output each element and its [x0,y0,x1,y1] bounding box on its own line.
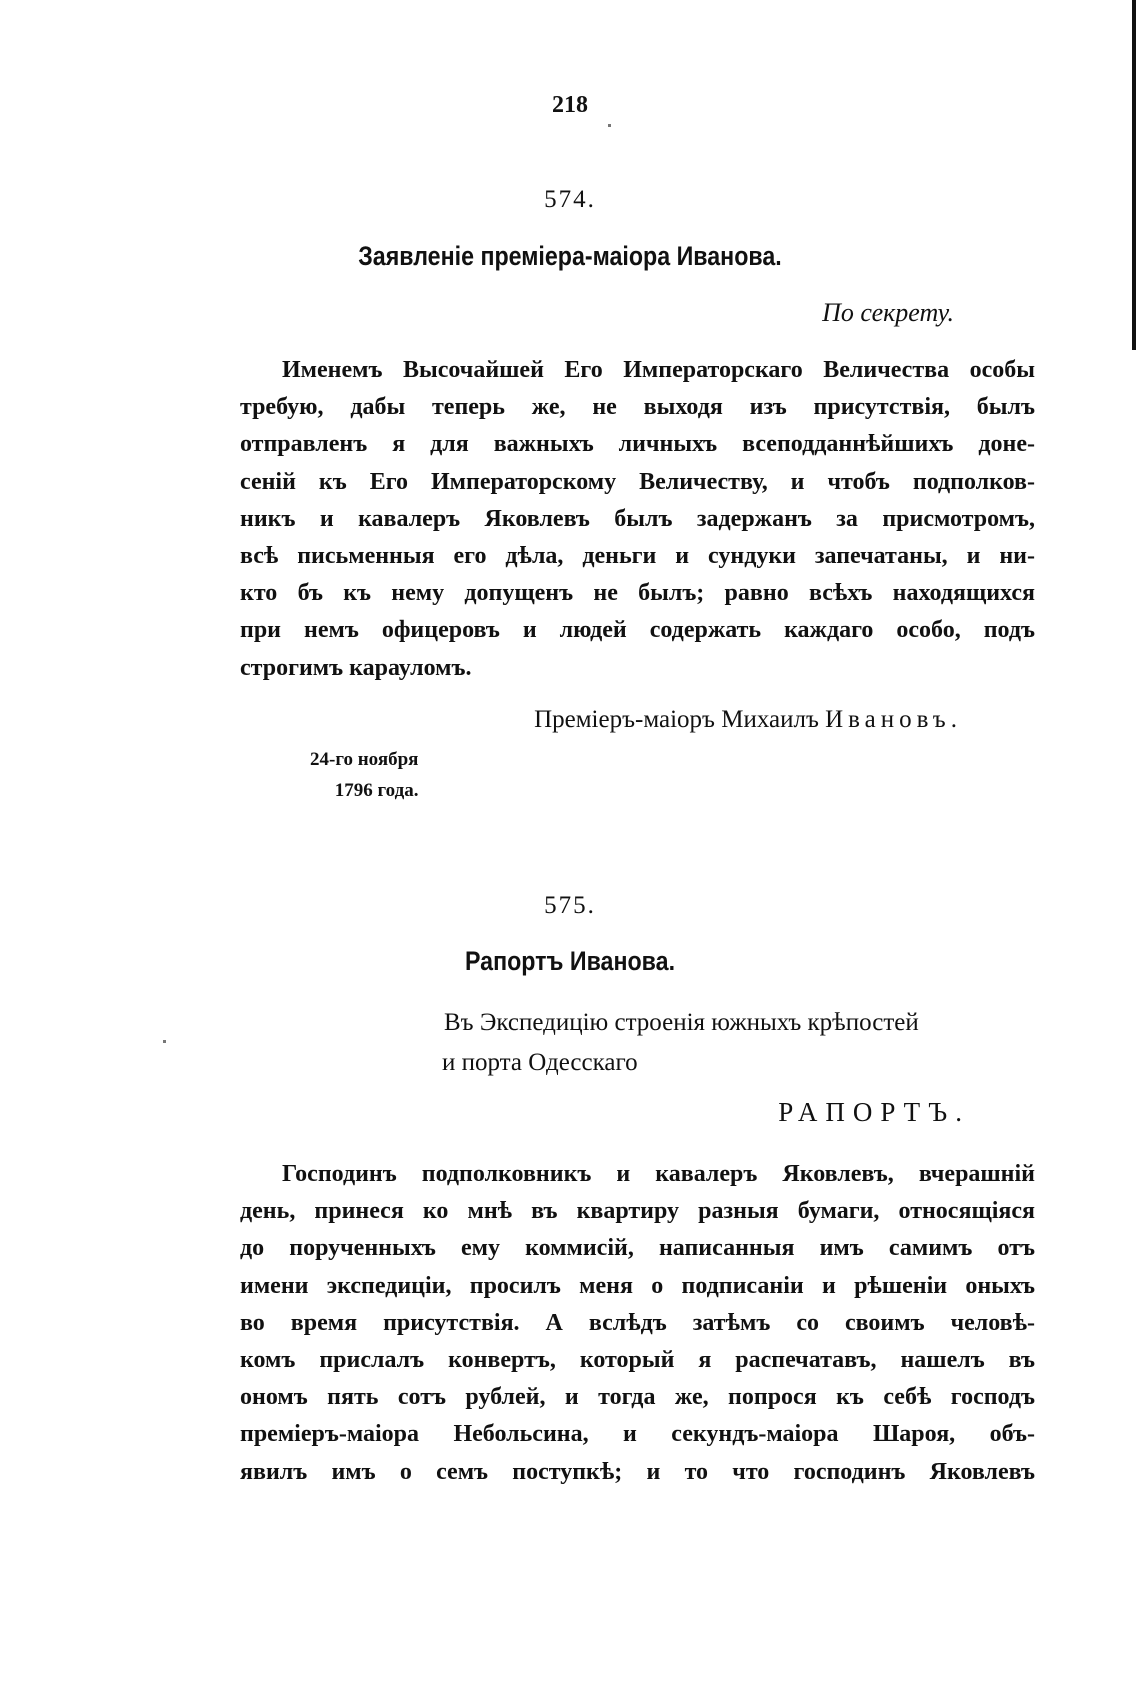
raport-heading: РАПОРТЪ. [778,1097,970,1127]
body-line: до порученныхъ ему коммисій, написанныя имъ самимъ отъ [240,1235,1035,1262]
document-body-574 [240,352,1035,687]
body-line: комъ прислалъ конвертъ, который я распечатавъ, нашелъ въ [240,1347,1035,1374]
body-line: кто бъ къ нему допущенъ не былъ; равно всѣхъ находящихся [240,580,1035,607]
page-number: 218 [552,92,588,118]
body-line: премiеръ-маiора Небольсина, и секундъ-маiора Шароя, объ- [240,1421,1035,1448]
body-line: при немъ офицеровъ и людей содержать каждаго особо, подъ [240,617,1035,644]
document-body-575 [240,1156,1035,1491]
signature-name: Ивановъ. [825,706,962,733]
body-line: отправленъ я для важныхъ личныхъ всеподданнѣйшихъ доне- [240,431,1035,458]
date-line: 24-го ноября [310,749,419,770]
body-line: никъ и кавалеръ Яковлевъ былъ задержанъ за присмотромъ, [240,505,1035,532]
document-title-575: Рапортъ Иванова. [464,946,676,976]
body-line: строгимъ карауломъ. [240,654,472,681]
signature-rank: Премiеръ-маiоръ Михаилъ [534,706,819,733]
signature [534,706,962,734]
scan-speck [163,1040,166,1043]
scan-edge-line [1132,0,1136,350]
body-line: всѣ письменныя его дѣла, деньги и сундуки запечатаны, и ни- [240,543,1035,570]
document-number-575: 575. [544,892,596,919]
body-line: Господинъ подполковникъ и кавалеръ Яковлевъ, вчерашній [282,1161,1035,1187]
date-block [310,744,418,806]
address-line: Въ Экспедицію строенія южныхъ крѣпостей [444,1009,919,1036]
date-line: 1796 года. [334,780,419,801]
address-line: и порта Одесскаго [442,1049,638,1076]
body-line: день, принеся ко мнѣ въ квартиру разныя бумаги, относящіяся [240,1198,1035,1225]
document-number-574: 574. [544,186,596,213]
document-title-574: Заявленіе премiера-маіора Иванова. [358,241,782,271]
body-line: Именемъ Высочайшей Его Императорскаго Величества особы [282,357,1035,383]
body-line: имени экспедиціи, просилъ меня о подписаніи и рѣшеніи оныхъ [240,1272,1035,1299]
body-line: сеній къ Его Императорскому Величеству, и чтобъ подполков- [240,468,1035,495]
body-line: во время присутствія. А вслѣдъ затѣмъ со своимъ человѣ- [240,1309,1035,1336]
body-line: явилъ имъ о семъ поступкѣ; и то что господинъ Яковлевъ [240,1458,1035,1485]
body-line: ономъ пять сотъ рублей, и тогда же, попрося къ себѣ господъ [240,1384,1035,1411]
address-block [444,1003,919,1083]
secret-note: По секрету. [822,298,954,327]
scan-speck [608,124,611,127]
body-line: требую, дабы теперь же, не выходя изъ присутствія, былъ [240,394,1035,421]
